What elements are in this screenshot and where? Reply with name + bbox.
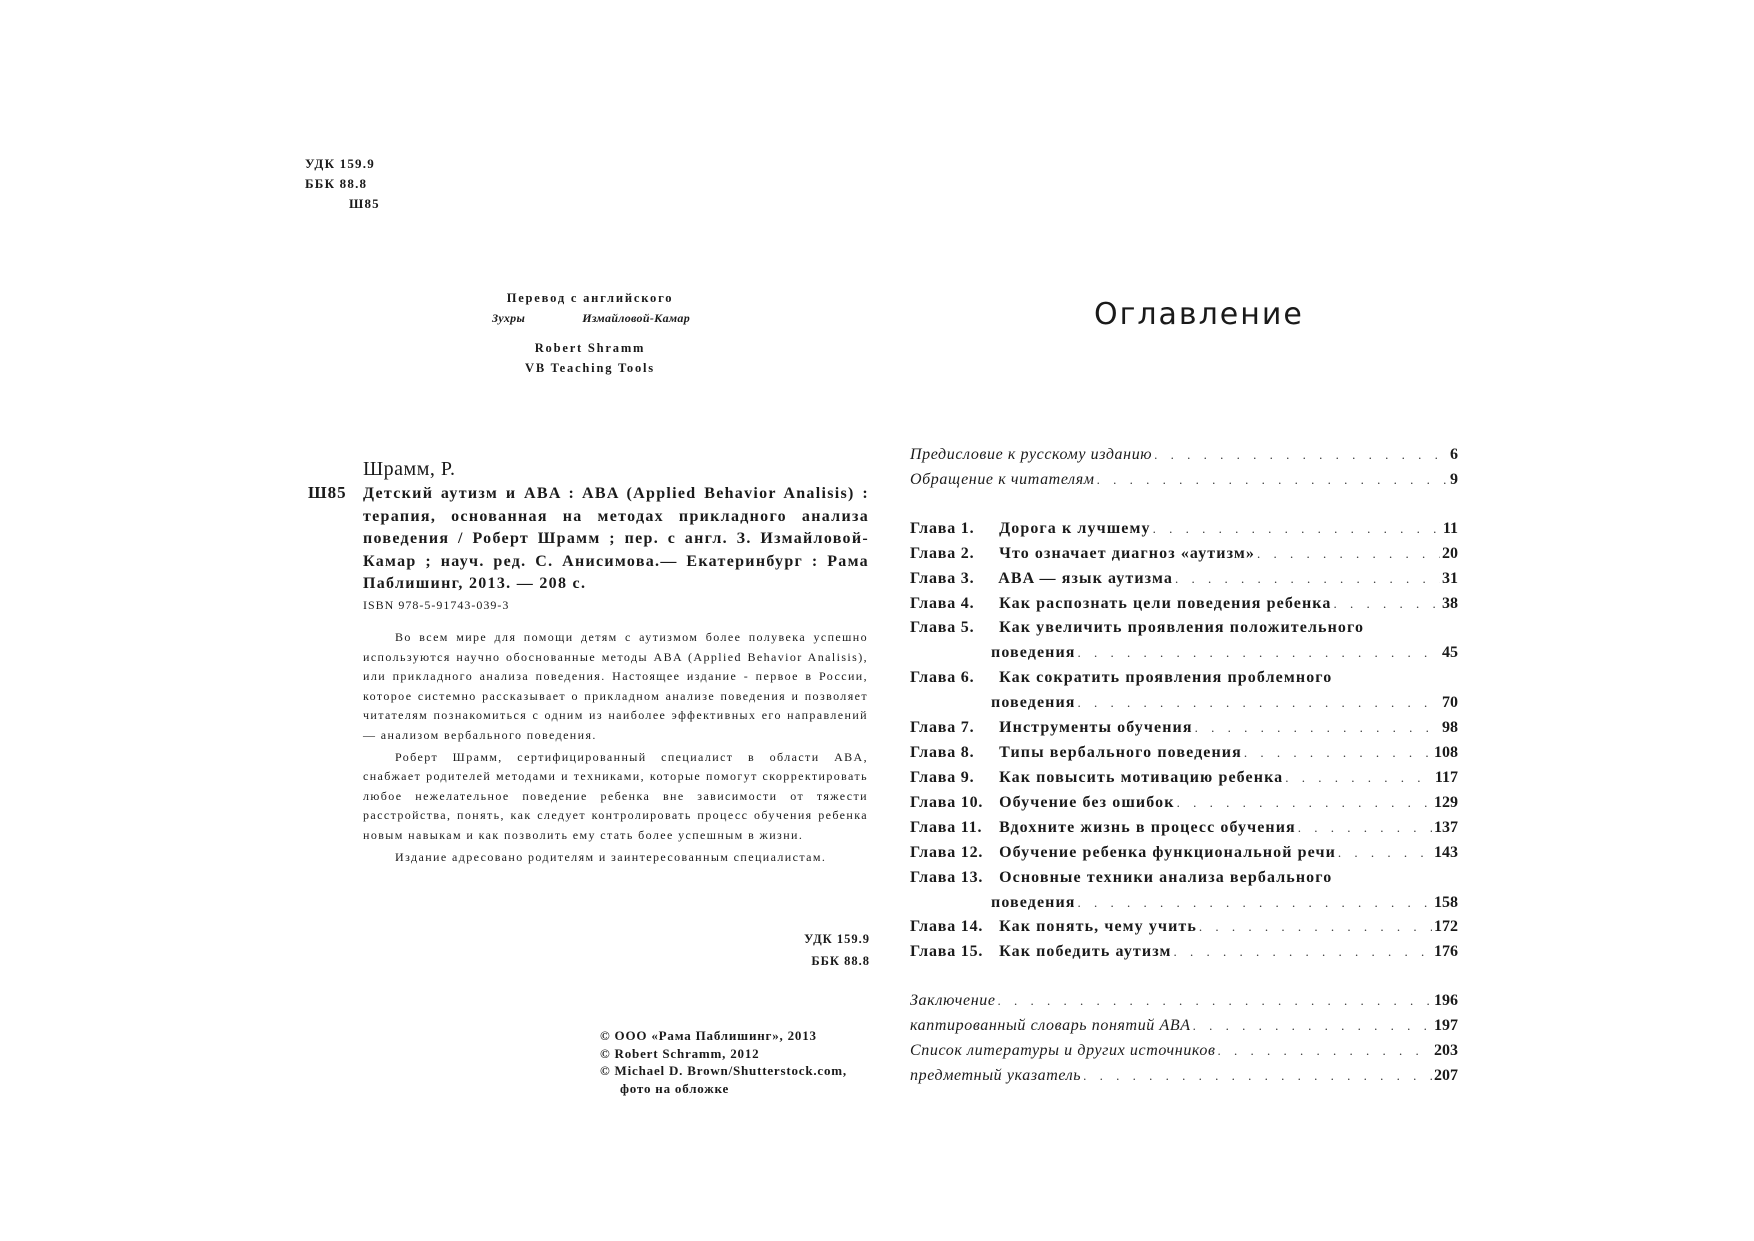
- toc-page-number: 9: [1450, 471, 1458, 488]
- translation-credits: [470, 288, 710, 378]
- toc-chapter: [910, 918, 1458, 942]
- copyright-line: фото на обложке: [620, 1080, 730, 1096]
- toc-leader: [1078, 695, 1440, 708]
- chapter-number: Глава 1.: [910, 520, 975, 537]
- toc-chapter: [910, 869, 1332, 887]
- udk-block-top: [305, 154, 380, 214]
- bibliographic-description: Детский аутизм и ABA : ABA (Applied Behavior Analisis) : терапия, основанная на методах прикладного анализа поведения / Роберт Шрамм ; пер. с англ. З. Измайловой-Камар ; науч. ред. С. Анисимова.— Екатеринбург : Рама Паблишинг, 2013. — 208 с.: [363, 485, 869, 592]
- toc-page-number: 197: [1434, 1017, 1458, 1034]
- original-title: VB Teaching Tools: [525, 361, 655, 375]
- toc-leader: [1153, 521, 1441, 534]
- chapter-number: Глава 11.: [910, 819, 983, 836]
- toc-entry-label: Предисловие к русскому изданию: [910, 446, 1153, 463]
- author-sign: Ш85: [349, 196, 380, 211]
- toc-leader: [1199, 919, 1432, 932]
- toc-page-number: 176: [1434, 943, 1458, 960]
- toc-chapter: [910, 719, 1458, 743]
- toc-entry: [910, 1017, 1458, 1041]
- chapter-number: Глава 8.: [910, 744, 975, 761]
- toc-chapter: [910, 669, 1332, 687]
- toc-leader: [1097, 472, 1448, 485]
- annotation: [363, 628, 868, 867]
- chapter-title: ABA — язык аутизма: [998, 570, 1173, 587]
- original-author: Robert Shramm: [534, 341, 646, 355]
- toc-chapter: [910, 619, 1364, 637]
- chapter-number: Глава 5.: [910, 619, 975, 636]
- annotation-paragraph: Роберт Шрамм, сертифицированный специалист в области ABA, снабжает родителей методами и техниками, которые помогут скорректировать любое нежелательное поведение ребенка вне зависимости от тяжести расстройства, понять, как следует контролировать процесс обучения ребенка новым навыкам и как позволить ему стать более успешным в жизни.: [363, 749, 868, 842]
- toc-page-number: 172: [1434, 918, 1458, 935]
- chapter-title: Типы вербального поведения: [999, 744, 1242, 761]
- toc-chapter: [910, 744, 1458, 768]
- chapter-title: Как повысить мотивацию ребенка: [999, 769, 1284, 786]
- chapter-title: Как распознать цели поведения ребенка: [999, 595, 1332, 612]
- toc-leader: [998, 993, 1432, 1006]
- toc-page-number: 45: [1442, 644, 1458, 661]
- chapter-title: Обучение без ошибок: [999, 794, 1175, 811]
- toc-chapter: [910, 545, 1458, 569]
- translation-heading: Перевод с английского: [506, 291, 674, 305]
- copyright-block: [600, 1027, 847, 1097]
- toc-leader: [1177, 795, 1432, 808]
- toc-entry-label: предметный указатель: [910, 1067, 1082, 1084]
- toc-leader: [1298, 820, 1432, 833]
- translator-name: [470, 308, 710, 328]
- toc-chapter: [910, 570, 1458, 594]
- translator-last-name: Измайловой-Камар: [582, 311, 690, 325]
- toc-entry-label: Заключение: [910, 992, 996, 1009]
- annotation-paragraph: Издание адресовано родителям и заинтересованным специалистам.: [395, 849, 827, 864]
- chapter-number: Глава 3.: [910, 570, 975, 587]
- toc-chapter: [910, 769, 1458, 793]
- translator-first-name: Зухры: [492, 311, 526, 325]
- toc-page-number: 70: [1442, 694, 1458, 711]
- chapter-number: Глава 10.: [910, 794, 984, 811]
- toc-chapter-continuation: [991, 694, 1458, 718]
- toc-page-number: 108: [1434, 744, 1458, 761]
- annotation-paragraph: Во всем мире для помощи детям с аутизмом более полувека успешно используются научно обоснованные методы ABA (Applied Behavior Analisis), или прикладного анализа поведения. Настоящее издание - первое в России, которое системно рассказывает о прикладном анализе поведения и позволяет читателям познакомиться с одним из наиболее эффективных его направлений — анализом вербального поведения.: [363, 630, 868, 742]
- chapter-number: Глава 14.: [910, 918, 984, 935]
- toc-entry: [910, 1042, 1458, 1066]
- toc-chapter: [910, 819, 1458, 843]
- chapter-title: Как понять, чему учить: [999, 918, 1197, 935]
- toc-page-number: 98: [1442, 719, 1458, 736]
- toc-chapter: [910, 943, 1458, 967]
- chapter-title: Как сократить проявления проблемного: [999, 669, 1333, 686]
- chapter-title: Обучение ребенка функциональной речи: [999, 844, 1336, 861]
- toc-entry-label: Список литературы и других источников: [910, 1042, 1216, 1059]
- toc-chapter: [910, 520, 1458, 544]
- chapter-number: Глава 9.: [910, 769, 975, 786]
- toc-page-number: 117: [1434, 769, 1458, 786]
- toc-leader: [1154, 447, 1448, 460]
- toc-leader: [1195, 720, 1440, 733]
- toc-page-number: 158: [1434, 894, 1458, 911]
- toc-page-number: 143: [1434, 844, 1458, 861]
- copyright-line: © Michael D. Brown/Shutterstock.com,: [600, 1063, 847, 1078]
- toc-chapter: [910, 844, 1458, 868]
- chapter-title: Вдохните жизнь в процесс обучения: [999, 819, 1296, 836]
- toc-page-number: 129: [1434, 794, 1458, 811]
- toc-page-number: 203: [1434, 1042, 1458, 1059]
- toc-leader: [1078, 895, 1432, 908]
- chapter-title: Инструменты обучения: [999, 719, 1193, 736]
- chapter-title: Как увеличить проявления положительного: [999, 619, 1365, 636]
- toc-chapter-continuation: [991, 894, 1458, 918]
- toc-page-number: 38: [1442, 595, 1458, 612]
- udk-code: УДК 159.9: [305, 156, 375, 171]
- toc-entry: [910, 471, 1458, 495]
- chapter-title: Что означает диагноз «аутизм»: [999, 545, 1255, 562]
- bbk-code: ББК 88.8: [811, 954, 870, 968]
- toc-entry: [910, 992, 1458, 1016]
- toc-page-number: 207: [1434, 1067, 1458, 1084]
- toc-chapter-continuation: [991, 644, 1458, 668]
- chapter-title: Основные техники анализа вербального: [999, 869, 1333, 886]
- toc-chapter: [910, 595, 1458, 619]
- toc-entry-label: каптированный словарь понятий ABA: [910, 1017, 1191, 1034]
- toc-leader: [1257, 546, 1440, 559]
- toc-page-number: 137: [1434, 819, 1458, 836]
- copyright-line: © ООО «Рама Паблишинг», 2013: [600, 1028, 817, 1043]
- chapter-title-cont: поведения: [991, 694, 1076, 711]
- chapter-title-cont: поведения: [991, 894, 1076, 911]
- toc-chapter: [910, 794, 1458, 818]
- chapter-number: Глава 4.: [910, 595, 975, 612]
- bbk-code: ББК 88.8: [305, 176, 368, 191]
- toc-leader: [1333, 596, 1440, 609]
- chapter-number: Глава 7.: [910, 719, 975, 736]
- toc-entry: [910, 446, 1458, 470]
- toc-leader: [1193, 1018, 1432, 1031]
- chapter-title: Дорога к лучшему: [999, 520, 1151, 537]
- toc-page-number: 20: [1442, 545, 1458, 562]
- toc-leader: [1078, 645, 1440, 658]
- chapter-number: Глава 2.: [910, 545, 975, 562]
- toc-entry: [910, 1067, 1458, 1091]
- toc-leader: [1174, 944, 1432, 957]
- toc-leader: [1285, 770, 1433, 783]
- chapter-number: Глава 6.: [910, 669, 975, 686]
- toc-title: Оглавление: [1094, 297, 1304, 332]
- catalog-shifr: Ш85: [308, 483, 347, 502]
- chapter-title-cont: поведения: [991, 644, 1076, 661]
- chapter-title: Как победить аутизм: [999, 943, 1172, 960]
- toc-leader: [1218, 1043, 1432, 1056]
- copyright-line: © Robert Schramm, 2012: [600, 1045, 760, 1061]
- toc-leader: [1083, 1068, 1432, 1081]
- toc-leader: [1244, 745, 1432, 758]
- catalog-author: Шрамм, Р.: [363, 458, 456, 480]
- toc-page-number: 196: [1434, 992, 1458, 1009]
- toc-entry-label: Обращение к читателям: [910, 471, 1095, 488]
- toc-page-number: 6: [1450, 446, 1458, 463]
- isbn: ISBN 978-5-91743-039-3: [363, 598, 510, 612]
- chapter-number: Глава 13.: [910, 869, 984, 886]
- toc-page-number: 11: [1442, 520, 1458, 537]
- chapter-number: Глава 15.: [910, 943, 984, 960]
- toc-leader: [1338, 845, 1432, 858]
- udk-code: УДК 159.9: [804, 932, 870, 946]
- chapter-number: Глава 12.: [910, 844, 984, 861]
- toc-leader: [1175, 571, 1440, 584]
- toc-page-number: 31: [1442, 570, 1458, 587]
- udk-block-bottom: [700, 928, 870, 972]
